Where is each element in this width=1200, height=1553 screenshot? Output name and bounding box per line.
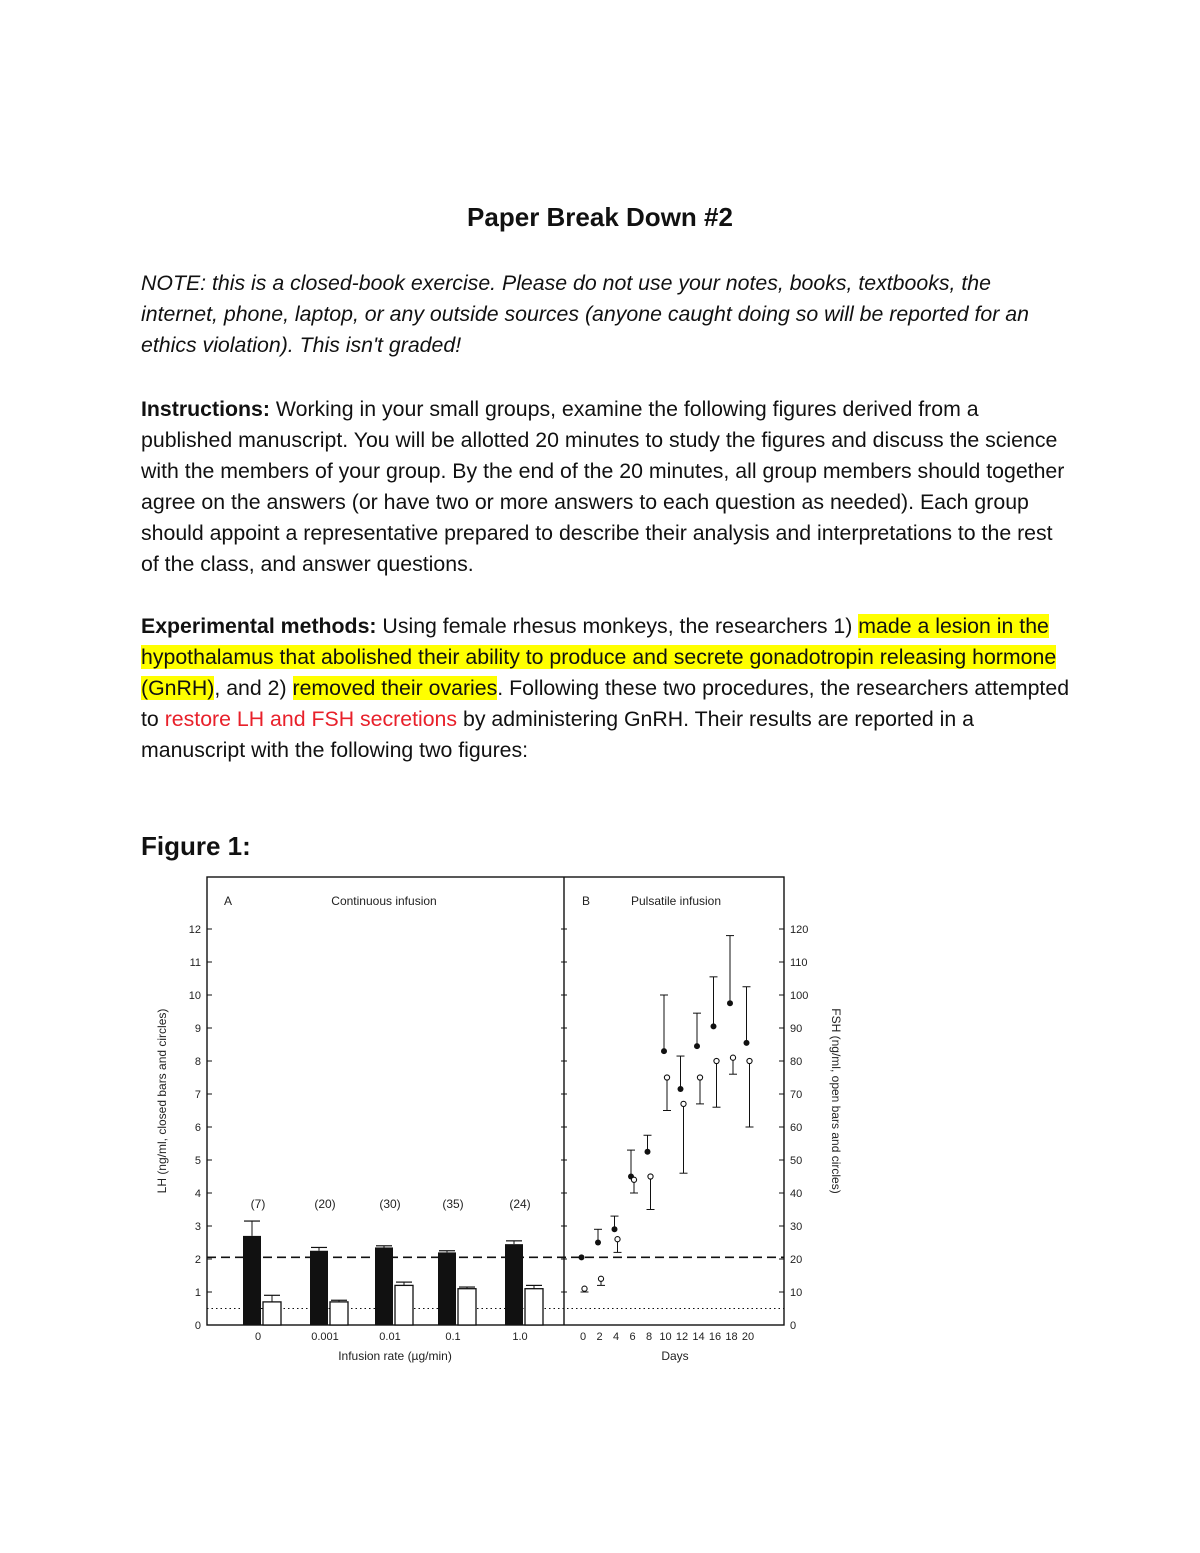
y-tick-label-lh: 8 xyxy=(194,1056,201,1068)
fsh-bar xyxy=(263,1302,281,1325)
panel-a-x-axis-label: Infusion rate (µg/min) xyxy=(338,1349,452,1363)
y-tick-label-fsh: 80 xyxy=(790,1056,803,1068)
lh-point xyxy=(612,1226,618,1232)
x-tick-label-days: 14 xyxy=(692,1331,705,1343)
sample-size-label: (35) xyxy=(442,1197,464,1211)
y-tick-label-lh: 9 xyxy=(194,1023,201,1035)
fsh-point xyxy=(615,1237,620,1242)
lh-point xyxy=(645,1149,651,1155)
y-tick-label-lh: 4 xyxy=(194,1188,201,1200)
lh-point xyxy=(744,1040,750,1046)
y-tick-label-lh: 3 xyxy=(194,1221,201,1233)
y-tick-label-fsh: 50 xyxy=(790,1155,803,1167)
lh-point xyxy=(595,1240,601,1246)
x-tick-label-days: 20 xyxy=(741,1331,755,1343)
lh-point xyxy=(579,1254,585,1260)
panel-b-title: Pulsatile infusion xyxy=(630,894,722,908)
highlight-ovaries: removed their ovaries xyxy=(292,676,498,700)
x-tick-label-days: 18 xyxy=(725,1331,738,1343)
y-tick-label-lh: 7 xyxy=(194,1089,201,1101)
y-tick-label-fsh: 70 xyxy=(790,1089,803,1101)
fsh-point xyxy=(681,1101,686,1106)
x-tick-label-days: 12 xyxy=(675,1331,689,1343)
lh-bar xyxy=(243,1236,261,1325)
lh-point xyxy=(678,1086,684,1092)
y-tick-label-fsh: 100 xyxy=(790,990,809,1002)
x-tick-label-days: 10 xyxy=(659,1331,672,1343)
y-tick-label-lh: 11 xyxy=(189,957,201,969)
fsh-point xyxy=(730,1055,735,1060)
instructions-paragraph xyxy=(141,394,1071,580)
panel-b-x-axis-label: Days xyxy=(661,1349,689,1363)
x-tick-label-infusion-rate: 1.0 xyxy=(512,1331,528,1343)
y-tick-label-lh: 5 xyxy=(194,1155,201,1167)
sample-size-label: (20) xyxy=(314,1197,336,1211)
y-tick-label-fsh: 110 xyxy=(790,957,808,969)
methods-label: Experimental methods: xyxy=(141,614,377,638)
panel-b-letter: B xyxy=(582,894,591,908)
y-tick-label-fsh: 120 xyxy=(790,924,809,936)
instructions-label: Instructions: xyxy=(141,397,270,421)
sample-size-label: (24) xyxy=(509,1197,531,1211)
fsh-point xyxy=(598,1276,603,1281)
panel-a-letter: A xyxy=(224,894,233,908)
x-tick-label-infusion-rate: 0 xyxy=(254,1331,262,1343)
y-tick-label-fsh: 20 xyxy=(790,1254,803,1266)
y-tick-label-lh: 1 xyxy=(194,1287,201,1299)
fsh-y-axis-label: FSH (ng/ml, open bars and circles) xyxy=(829,1008,843,1194)
fsh-point xyxy=(582,1286,587,1291)
sample-size-label: (7) xyxy=(250,1197,266,1211)
fsh-point xyxy=(697,1075,702,1080)
fsh-point xyxy=(631,1177,636,1182)
instructions-text: Working in your small groups, examine the following figures derived from a published manuscript. You will be allotted 20 minutes to study the figures and discuss the science with the members of your group. By the end of the 20 minutes, all group members should together agree on the answers (or have two or more answers to each question as needed). Each group should appoint a representative prepared to describe their analysis and interpretations to the rest of the class, and answer questions. xyxy=(141,397,1065,576)
x-tick-label-days: 8 xyxy=(645,1331,653,1343)
lh-y-axis-label: LH (ng/ml, closed bars and circles) xyxy=(155,1008,169,1194)
y-tick-label-lh: 12 xyxy=(188,924,201,936)
fsh-bar xyxy=(330,1302,348,1325)
y-tick-label-fsh: 60 xyxy=(790,1122,803,1134)
y-tick-label-fsh: 40 xyxy=(790,1188,803,1200)
y-tick-label-fsh: 30 xyxy=(790,1221,803,1233)
figure-heading: Figure 1: xyxy=(141,831,251,861)
lh-point xyxy=(727,1000,733,1006)
figure-1 xyxy=(140,868,860,1383)
lh-bar xyxy=(375,1247,393,1325)
lh-point xyxy=(711,1023,717,1029)
fsh-point xyxy=(664,1075,669,1080)
fsh-bar xyxy=(395,1285,413,1325)
methods-paragraph xyxy=(141,611,1071,766)
x-tick-label-days: 16 xyxy=(708,1331,722,1343)
page-title: Paper Break Down #2 xyxy=(467,202,733,232)
lh-bar xyxy=(310,1251,328,1325)
figure-1-chart xyxy=(140,868,860,1378)
red-restore-text: restore LH and FSH secretions xyxy=(164,707,458,731)
x-tick-label-infusion-rate: 0.01 xyxy=(379,1331,401,1343)
lh-point xyxy=(694,1043,700,1049)
x-tick-label-days: 6 xyxy=(629,1331,636,1343)
x-tick-label-days: 0 xyxy=(579,1331,587,1343)
note-paragraph: NOTE: this is a closed-book exercise. Please do not use your notes, books, textbooks, the internet, phone, laptop, or any outside sources (anyone caught doing so will be reported for an ethics violation). This isn't graded! xyxy=(141,271,1029,357)
x-tick-label-infusion-rate: 0.1 xyxy=(445,1331,461,1343)
highlight-lesion: made a lesion in the hypothalamus that abolished their ability to produce and secrete gonadotropin releasing hormone (GnRH) xyxy=(141,614,1057,700)
x-tick-label-infusion-rate: 0.001 xyxy=(311,1331,339,1343)
y-tick-label-fsh: 90 xyxy=(790,1023,803,1035)
y-tick-label-fsh: 10 xyxy=(790,1287,803,1299)
methods-text-4: by administering GnRH. Their results are reported in a manuscript with the following two figures: xyxy=(141,707,974,762)
methods-text-1: Using female rhesus monkeys, the researchers 1) xyxy=(376,614,859,638)
lh-point xyxy=(661,1048,667,1054)
y-tick-label-lh: 2 xyxy=(194,1254,201,1266)
sample-size-label: (30) xyxy=(379,1197,401,1211)
y-tick-label-lh: 0 xyxy=(194,1320,201,1332)
methods-text-3: . Following these two procedures, the researchers attempted to xyxy=(141,676,1070,731)
panel-a-title: Continuous infusion xyxy=(331,894,437,908)
fsh-bar xyxy=(525,1289,543,1325)
fsh-point xyxy=(648,1174,653,1179)
lh-bar xyxy=(438,1252,456,1325)
fsh-bar xyxy=(458,1289,476,1325)
fsh-point xyxy=(747,1058,752,1063)
lh-bar xyxy=(505,1244,523,1325)
x-tick-label-days: 4 xyxy=(612,1331,620,1343)
y-tick-label-fsh: 0 xyxy=(790,1320,797,1332)
x-tick-label-days: 2 xyxy=(596,1331,603,1343)
methods-text-2: , and 2) xyxy=(214,676,293,700)
fsh-point xyxy=(714,1058,719,1063)
chart-marks xyxy=(189,924,809,1343)
y-tick-label-lh: 10 xyxy=(188,990,201,1002)
y-tick-label-lh: 6 xyxy=(194,1122,201,1134)
